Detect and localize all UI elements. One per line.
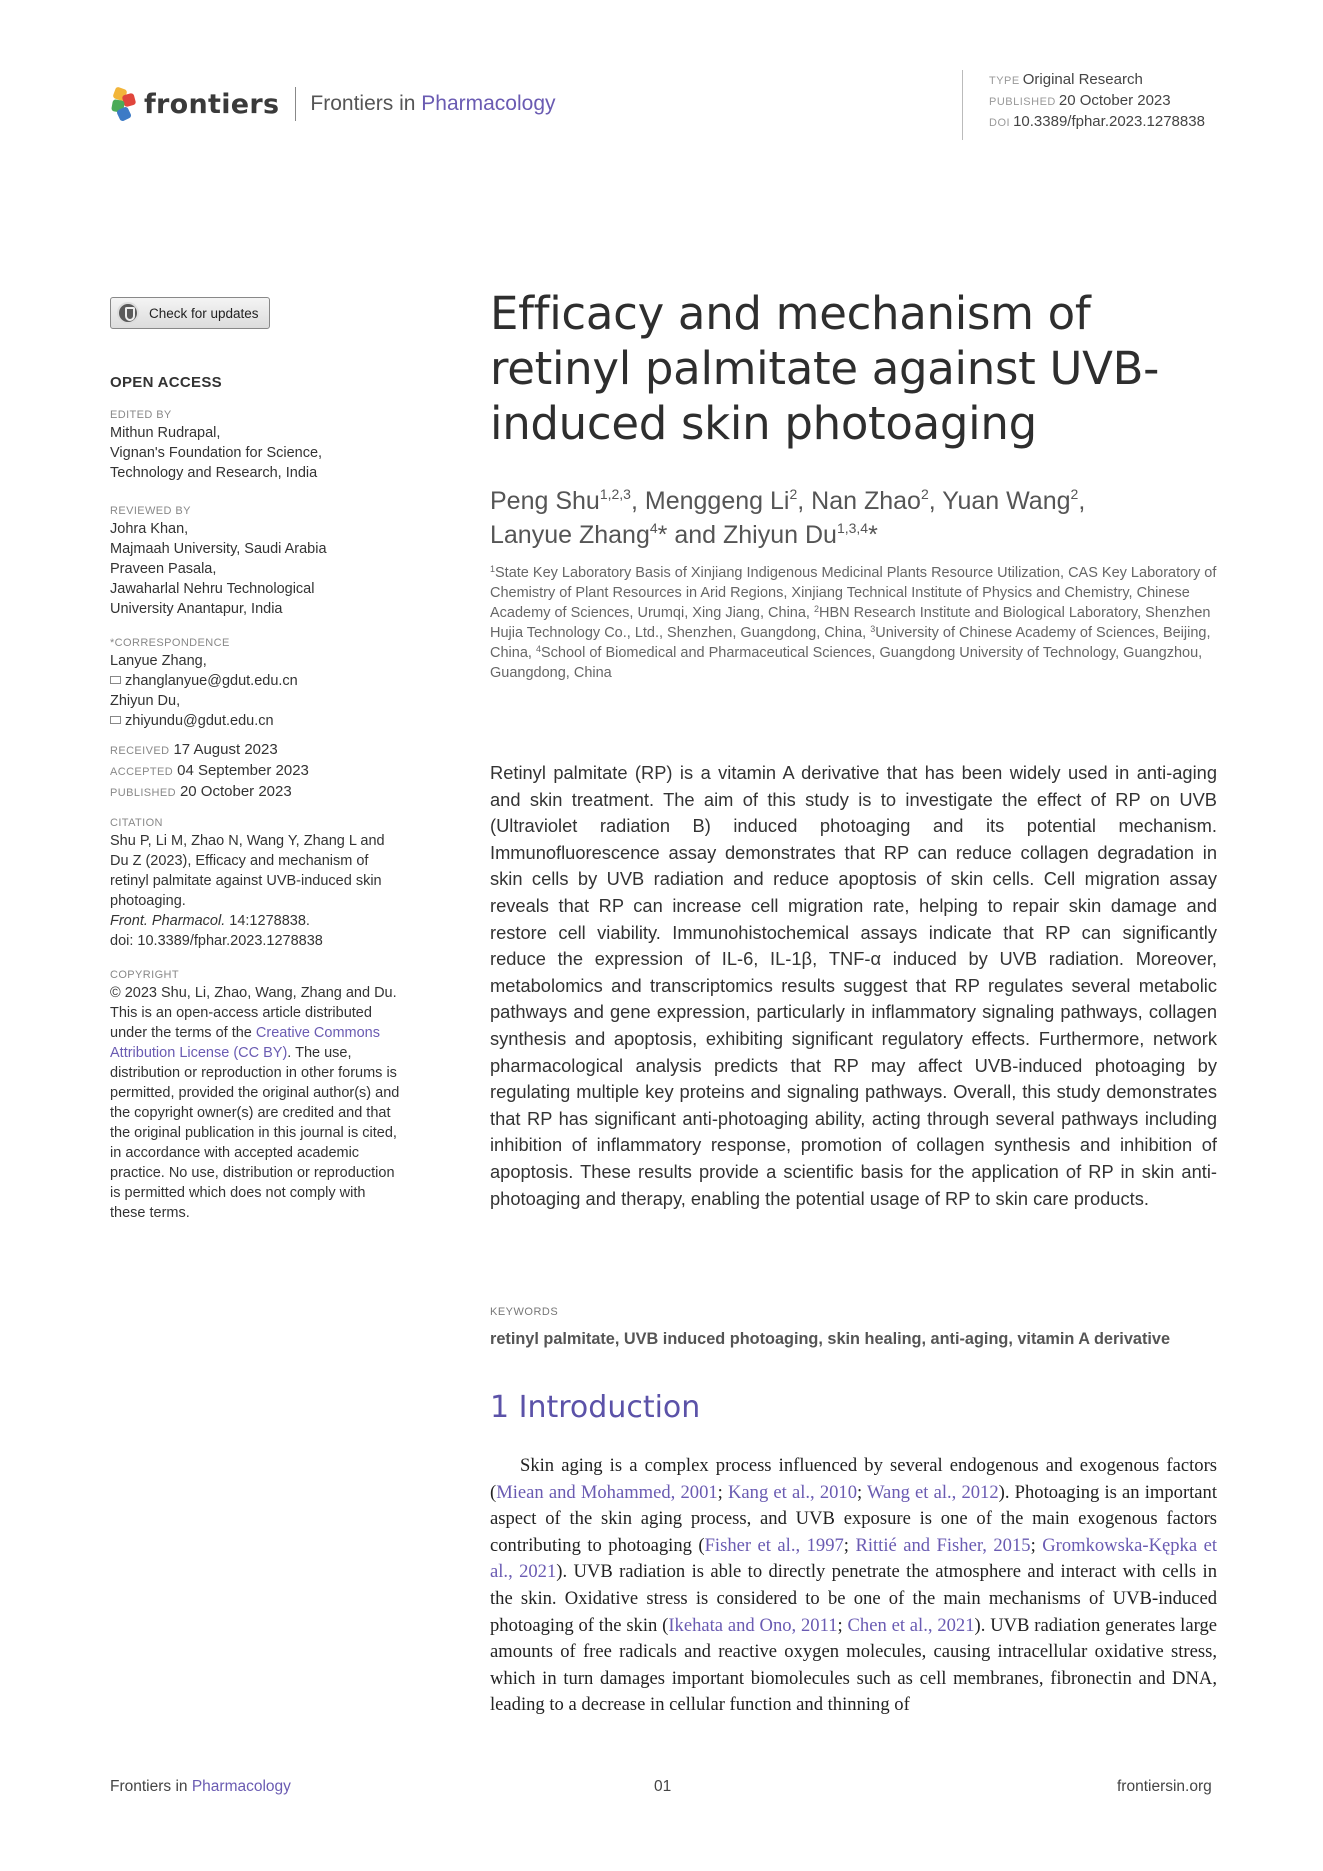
citation-link[interactable]: Miean and Mohammed, 2001 [496,1481,718,1503]
email-link[interactable]: zhanglanyue@gdut.edu.cn [125,673,298,689]
accepted-date: 04 September 2023 [177,762,309,779]
frontiersin-link[interactable]: frontiersin.org [1117,1778,1212,1795]
article-type: Original Research [1022,71,1143,88]
page-number: 01 [654,1778,672,1795]
check-for-updates-button[interactable]: Check for updates [110,297,270,329]
reviewed-by-section: REVIEWED BY Johra Khan, Majmaah University, Saudi Arabia Praveen Pasala, Jawaharlal Nehru Technological University Anantapur, India [110,504,410,619]
frontiers-logo[interactable] [110,86,556,122]
citation-link[interactable]: Rittié and Fisher, 2015 [855,1534,1031,1556]
mail-icon [110,676,121,684]
citation-link[interactable]: Kang et al., 2010 [727,1481,858,1503]
reviewer-line: Jawaharlal Nehru Technological [110,581,315,597]
cc-license-link[interactable]: Creative Commons Attribution License (CC BY) [110,1025,380,1061]
affiliation-text: State Key Laboratory Basis of Xinjiang Indigenous Medicinal Plants Resource Utilization, CAS Key Laboratory of Chemistry of Plant Resources in Arid Regions, Xinjiang Technical Institute of Physics and Chemistry, Chinese Academy of Sciences, Urumqi, Xing Jiang, China, [490,565,1217,621]
mail-icon [110,716,121,724]
reviewer-line: University Anantapur, India [110,601,283,617]
crossmark-icon [117,302,139,324]
citation-link[interactable]: Ikehata and Ono, 2011 [668,1614,838,1636]
section-heading-introduction: 1 Introduction [490,1390,701,1425]
citation-doi: doi: 10.3389/fphar.2023.1278838 [110,933,323,949]
article-meta: TYPE Original Research PUBLISHED 20 October 2023 DOI 10.3389/fphar.2023.1278838 [962,70,1205,140]
reviewer-line: Majmaah University, Saudi Arabia [110,541,327,557]
reviewer-line: Praveen Pasala, [110,561,217,577]
citation-text: Shu P, Li M, Zhao N, Wang Y, Zhang L and Du Z (2023), Efficacy and mechanism of retinyl palmitate against UVB-induced skin photoaging. [110,833,385,909]
keywords-label: KEYWORDS [490,1306,559,1318]
abstract: Retinyl palmitate (RP) is a vitamin A derivative that has been widely used in anti-aging and skin treatment. The aim of this study is to investigate the effect of RP on UVB (Ultraviolet radiation B) induced photoaging and its potential mechanism. Immunofluorescence assay demonstrates that RP can reduce collagen degradation in skin cells by UVB radiation and reduce apoptosis of skin cells. Cell migration assay reveals that RP can increase cell migration rate, helping to repair skin damage and restore cell viability. Immunohistochemical assays indicate that RP can significantly reduce the expression of IL-6, IL-1β, TNF-α induced by UVB radiation. Moreover, metabolomics and transcriptomics results suggest that RP regulates several metabolic pathways and gene expression, particularly in inflammatory signaling pathways, collagen synthesis and apoptosis, exhibiting significant regulatory effects. Furthermore, network pharmacological analysis predicts that RP may affect UVB-induced photoaging by regulating multiple key proteins and signaling pathways. Overall, this study demonstrates that RP has significant anti-photoaging ability, acting through several pathways including inhibition of inflammatory response, promotion of collagen synthesis and inhibition of apoptosis. These results provide a scientific basis for the application of RP in skin anti-photoaging and therapy, enabling the potential usage of RP to skin care products. [490,762,1217,1209]
author-affiliation-marker: 1,2,3 [599,486,631,502]
author-name[interactable]: Peng Shu [490,487,600,515]
affiliation-text: University of Chinese Academy of Sciences, Beijing, China, [490,625,1211,661]
editor-line: Vignan's Foundation for Science, [110,445,323,461]
author-name[interactable]: Zhiyun Du [723,521,837,549]
citation-section: CITATION Shu P, Li M, Zhao N, Wang Y, Zhang L and Du Z (2023), Efficacy and mechanism of retinyl palmitate against UVB-induced skin photoaging. Front. Pharmacol. 14:1278838. doi: 10.3389/fphar.2023.1278838 [110,816,402,951]
author-affiliation-marker: 4 [649,520,658,536]
logo-divider [295,87,296,121]
author-name[interactable]: Yuan Wang [942,487,1071,515]
citation-link[interactable]: Wang et al., 2012 [867,1481,999,1503]
author-name[interactable]: Nan Zhao [811,487,921,515]
author-affiliation-marker: 2 [920,486,929,502]
citation-link[interactable]: Fisher et al., 1997 [704,1534,844,1556]
reviewer-line: Johra Khan, [110,521,189,537]
affiliation-text: School of Biomedical and Pharmaceutical Sciences, Guangdong University of Technology, Guangzhou, Guangdong, China [490,645,1203,681]
footer-journal: Frontiers in Pharmacology [110,1778,291,1795]
journal-name: Frontiers in Pharmacology [310,92,556,115]
correspondence-section: *CORRESPONDENCE Lanyue Zhang, zhanglanyue@gdut.edu.cn Zhiyun Du, zhiyundu@gdut.edu.cn [110,637,298,729]
introduction-paragraph: Skin aging is a complex process influenced by several endogenous and exogenous factors (Miean and Mohammed, 2001; Kang et al., 2010; Wang et al., 2012). Photoaging is an important aspect of the skin aging process, and UVB exposure is one of the main exogenous factors contributing to photoaging (Fisher et al., 1997; Rittié and Fisher, 2015; Gromkowska-Kępka et al., 2021). UVB radiation is able to directly penetrate the atmosphere and interact with cells in the skin. Oxidative stress is considered to be one of the main mechanisms of UVB-induced photoaging of the skin (Ikehata and Ono, 2011; Chen et al., 2021). UVB radiation generates large amounts of free radicals and reactive oxygen molecules, causing intracellular oxidative stress, which in turn damages important biomolecules such as cell membranes, fibronectin and DNA, leading to a decrease in cellular function and thinning of [490,1455,1218,1716]
affiliation-text: HBN Research Institute and Biological Laboratory, Shenzhen Hujia Technology Co., Ltd., Shenzhen, Guangdong, China, [490,605,1211,641]
doi-link[interactable]: 10.3389/fphar.2023.1278838 [1013,113,1205,130]
author-affiliation-marker: 2 [789,486,798,502]
published-date: 20 October 2023 [179,783,292,800]
author-list: Peng Shu$^{1,2,3}$, Menggeng Li$^2$, Nan Zhao$^2$, Yuan Wang$^2$, Lanyue Zhang$^4$* and Zhiyun Du$^{1,3,4}$* [490,486,1086,549]
published-date: 20 October 2023 [1058,92,1171,109]
email-link[interactable]: zhiyundu@gdut.edu.cn [125,713,274,729]
logo-wordmark: frontiers [144,88,280,120]
frontiers-logo-icon [110,88,138,120]
author-affiliation-marker: 1,3,4 [836,520,869,536]
dates-section: RECEIVED 17 August 2023 ACCEPTED 04 September 2023 PUBLISHED 20 October 2023 [110,741,309,800]
citation-link[interactable]: Chen et al., 2021 [847,1614,975,1636]
received-date: 17 August 2023 [173,741,278,758]
copyright-section: COPYRIGHT © 2023 Shu, Li, Zhao, Wang, Zhang and Du. This is an open-access article distributed under the terms of the Creative Commons Attribution License (CC BY). The use, distribution or reproduction in other forums is permitted, provided the original author(s) and the copyright owner(s) are credited and that the original publication in this journal is cited, in accordance with accepted academic practice. No use, distribution or reproduction is permitted which does not comply with these terms. [110,968,402,1223]
author-name[interactable]: Menggeng Li [644,487,790,515]
article-title: Efficacy and mechanism of retinyl palmitate against UVB-induced skin photoaging [490,287,1160,450]
author-name[interactable]: Lanyue Zhang [490,521,650,549]
affiliations: $^1$State Key Laboratory Basis of Xinjiang Indigenous Medicinal Plants Resource Utilization, CAS Key Laboratory of Chemistry of Plant Resources in Arid Regions, Xinjiang Technical Institute of Physics and Chemistry, Chinese Academy of Sciences, Urumqi, Xing Jiang, China, $^2$HBN Research Institute and Biological Laboratory, Shenzhen Hujia Technology Co., Ltd., Shenzhen, Guangdong, China, $^3$University of Chinese Academy of Sciences, Beijing, China, $^4$School of Biomedical and Pharmaceutical Sciences, Guangdong University of Technology, Guangzhou, Guangdong, China [490,564,1217,681]
edited-by-section: EDITED BY Mithun Rudrapal, Vignan's Foundation for Science, Technology and Research, India [110,408,410,483]
editor-line: Technology and Research, India [110,465,318,481]
keywords: retinyl palmitate, UVB induced photoaging, skin healing, anti-aging, vitamin A derivative [490,1330,1170,1348]
open-access-label: OPEN ACCESS [110,374,222,391]
author-affiliation-marker: 2 [1070,486,1079,502]
citation-link[interactable]: Gromkowska-Kępka et al., 2021 [490,1534,1217,1583]
copyright-text: © 2023 Shu, Li, Zhao, Wang, Zhang and Du. This is an open-access article distributed under the terms of the Creative Commons Attribution License (CC BY). The use, distribution or reproduction in other forums is permitted, provided the original author(s) and the copyright owner(s) are credited and that the original publication in this journal is cited, in accordance with accepted academic practice. No use, distribution or reproduction is permitted which does not comply with these terms. [110,985,400,1221]
editor-line: Mithun Rudrapal, [110,425,221,441]
